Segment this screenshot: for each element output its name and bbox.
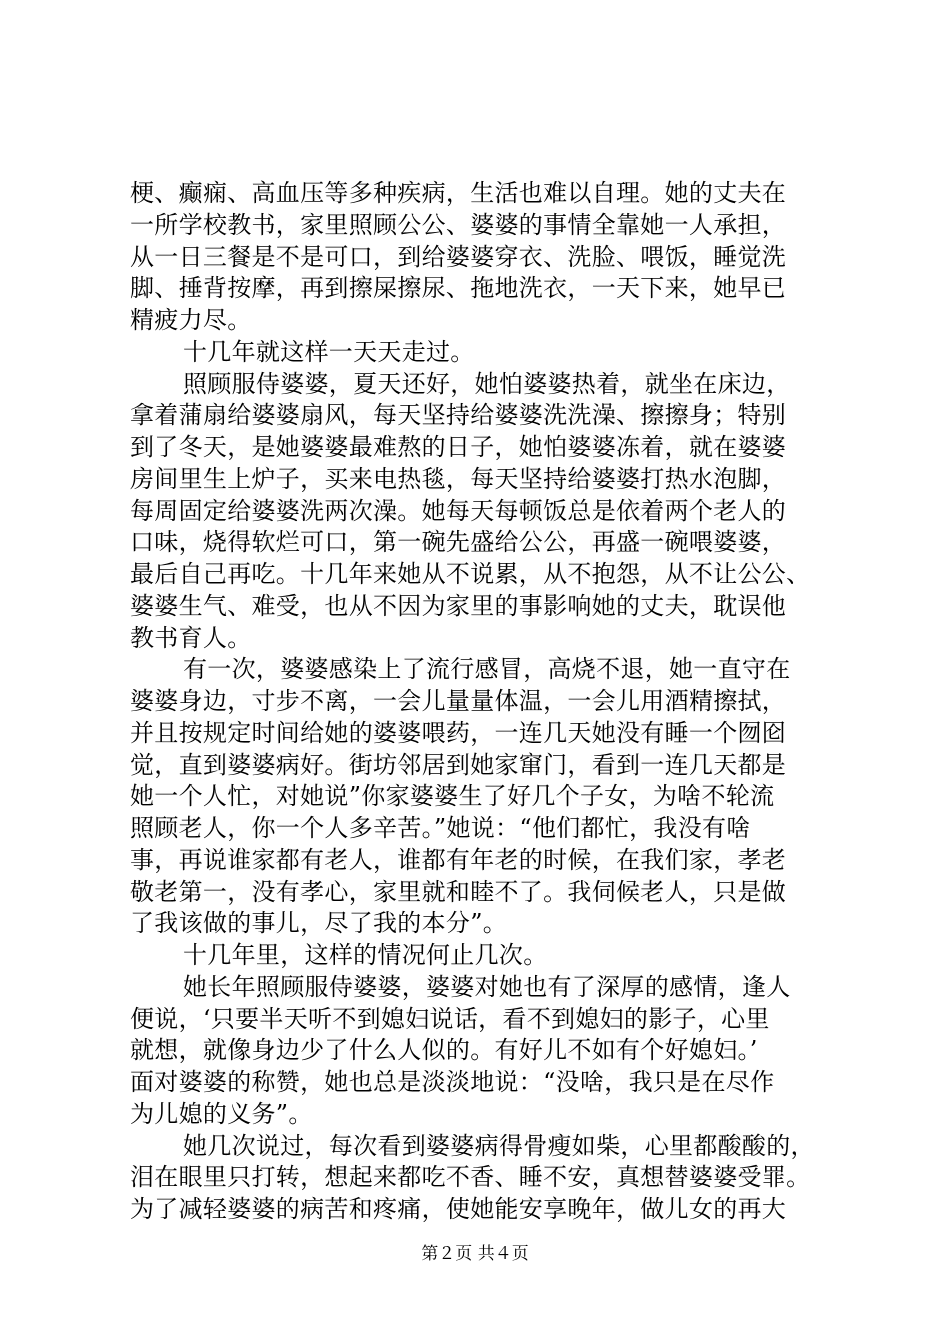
text-line: 她几次说过，每次看到婆婆病得骨瘦如柴，心里都酸酸的， xyxy=(183,1131,815,1160)
text-line: 十几年就这样一天天走过。 xyxy=(183,337,475,366)
text-line: 婆婆生气、难受，也从不因为家里的事影响她的丈夫，耽误他 xyxy=(130,591,787,620)
page-number-footer: 第２页 共４页 xyxy=(421,1244,529,1264)
text-line: 觉，直到婆婆病好。街坊邻居到她家窜门，看到一连几天都是 xyxy=(130,750,787,779)
text-line: 她一个人忙，对她说”你家婆婆生了好几个子女，为啥不轮流 xyxy=(130,782,775,811)
text-line: 面对婆婆的称赞，她也总是淡淡地说：“没啥，我只是在尽作 xyxy=(130,1068,775,1096)
text-line: 了我该做的事儿，尽了我的本分”。 xyxy=(130,909,508,938)
text-line: 便说，‘只要半天听不到媳妇说话，看不到媳妇的影子，心里 xyxy=(130,1004,770,1033)
text-line: 照顾服侍婆婆，夏天还好，她怕婆婆热着，就坐在床边， xyxy=(183,369,791,398)
text-line: 婆婆身边，寸步不离，一会儿量量体温，一会儿用酒精擦拭， xyxy=(130,687,787,715)
text-line: 有一次，婆婆感染上了流行感冒，高烧不退，她一直守在 xyxy=(183,655,791,684)
text-line: 泪在眼里只打转，想起来都吃不香、睡不安，真想替婆婆受罪。 xyxy=(130,1163,811,1192)
text-line: 到了冬天，是她婆婆最难熬的日子，她怕婆婆冻着，就在婆婆 xyxy=(130,433,787,461)
text-line: 最后自己再吃。十几年来她从不说累，从不抱怨，从不让公公、 xyxy=(130,560,811,588)
text-line: 从一日三餐是不是可口，到给婆婆穿衣、洗脸、喂饭，睡觉洗 xyxy=(130,242,787,271)
text-line: 口味，烧得软烂可口，第一碗先盛给公公，再盛一碗喂婆婆， xyxy=(130,528,787,557)
body-text xyxy=(130,178,830,1226)
text-line: 拿着蒲扇给婆婆扇风，每天坚持给婆婆洗洗澡、擦擦身；特别 xyxy=(130,401,787,430)
text-line: 十几年里，这样的情况何止几次。 xyxy=(183,941,548,969)
text-line: 为儿媳的义务”。 xyxy=(130,1099,313,1128)
text-line: 并且按规定时间给她的婆婆喂药，一连几天她没有睡一个囫囵 xyxy=(130,718,787,747)
text-line: 她长年照顾服侍婆婆，婆婆对她也有了深厚的感情，逢人 xyxy=(183,972,791,1001)
text-line: 脚、捶背按摩，再到擦屎擦尿、拖地洗衣，一天下来，她早已 xyxy=(130,274,787,303)
text-line: 每周固定给婆婆洗两次澡。她每天每顿饭总是依着两个老人的 xyxy=(130,496,787,525)
text-line: 一所学校教书，家里照顾公公、婆婆的事情全靠她一人承担， xyxy=(130,210,787,239)
text-line: 就想，就像身边少了什么人似的。有好儿不如有个好媳妇。’ xyxy=(130,1036,758,1065)
text-line: 照顾老人，你一个人多辛苦。”她说：“他们都忙，我没有啥 xyxy=(130,814,751,842)
text-line: 房间里生上炉子，买来电热毯，每天坚持给婆婆打热水泡脚， xyxy=(130,464,787,493)
text-line: 精疲力尽。 xyxy=(130,306,252,334)
text-line: 梗、癫痫、高血压等多种疾病，生活也难以自理。她的丈夫在 xyxy=(130,179,787,207)
text-line: 敬老第一，没有孝心，家里就和睦不了。我伺候老人，只是做 xyxy=(130,877,787,906)
text-line: 教书育人。 xyxy=(130,623,252,652)
text-line: 为了减轻婆婆的病苦和疼痛，使她能安享晚年，做儿女的再大 xyxy=(130,1195,787,1223)
text-line: 事，再说谁家都有老人，谁都有年老的时候，在我们家，孝老 xyxy=(130,845,787,874)
